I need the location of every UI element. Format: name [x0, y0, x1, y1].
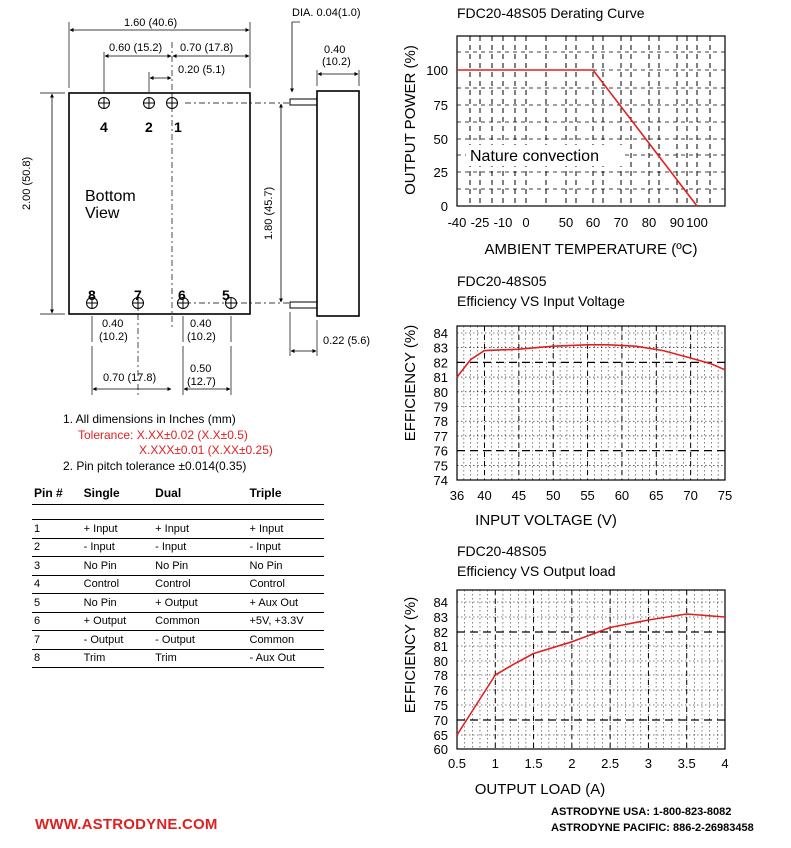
note-pin-pitch: 2. Pin pitch tolerance ±0.014(0.35): [63, 459, 247, 473]
col-pin: Pin #: [34, 486, 63, 500]
dim-070-bottom: 0.70 (17.8): [103, 372, 157, 384]
table-cell: Trim: [155, 652, 177, 665]
table-cell: - Input: [83, 541, 115, 554]
bottom-view-label-2: View: [85, 205, 120, 222]
annotation: Nature convection: [470, 148, 599, 165]
module-side-view: [317, 91, 359, 316]
y-tick-label: 70: [433, 713, 448, 728]
table-cell: 2: [34, 541, 41, 554]
dim-040-right: 0.40: [190, 318, 212, 330]
dim-050: 0.50: [190, 363, 212, 375]
table-row: [32, 613, 324, 632]
table-cell: No Pin: [249, 559, 283, 572]
y-tick-label: 0: [440, 199, 448, 214]
table-cell: + Input: [83, 522, 118, 535]
dim-040-side-mm: (10.2): [322, 56, 351, 68]
x-tick-label: 36: [449, 488, 465, 503]
y-tick-label: 78: [433, 414, 448, 430]
x-axis-label: AMBIENT TEMPERATURE (ºC): [484, 241, 698, 258]
x-tick-label: 60: [614, 488, 630, 503]
table-cell: Control: [155, 578, 191, 591]
table-cell: 7: [34, 633, 41, 646]
y-axis-label: EFFICIENCY (%): [402, 596, 419, 714]
dim-060: 0.60 (15.2): [109, 42, 163, 54]
website-link[interactable]: WWW.ASTRODYNE.COM: [35, 816, 218, 833]
table-cell: - Input: [249, 541, 281, 554]
y-axis-label: OUTPUT POWER (%): [402, 45, 419, 195]
x-tick-label: 1: [491, 756, 499, 771]
pin-label-2: 2: [145, 119, 153, 135]
y-tick-label: 84: [433, 595, 448, 610]
table-cell: 8: [34, 652, 41, 665]
dim-width: 1.60 (40.6): [124, 17, 178, 29]
col-single: Single: [83, 486, 120, 500]
bottom-view-label: Bottom: [85, 188, 136, 205]
col-triple: Triple: [249, 486, 282, 500]
y-tick-label: 75: [433, 458, 448, 474]
y-tick-label: 82: [433, 625, 448, 640]
x-tick-label: 3.5: [677, 756, 696, 771]
y-tick-label: 75: [433, 698, 448, 713]
table-cell: No Pin: [155, 559, 189, 572]
table-row: [32, 650, 324, 669]
pin-label-8: 8: [88, 287, 96, 303]
table-cell: 6: [34, 615, 41, 628]
y-tick-label: 76: [433, 443, 448, 459]
table-cell: + Input: [249, 522, 284, 535]
table-cell: + Output: [155, 596, 198, 609]
x-tick-label: 80: [641, 215, 657, 230]
x-tick-label: 45: [511, 488, 527, 503]
x-tick-label: 40: [477, 488, 492, 503]
chart-title: FDC20-48S05: [457, 543, 547, 559]
table-cell: 3: [34, 559, 41, 572]
x-tick-label: 50: [558, 215, 574, 230]
pin-label-6: 6: [178, 287, 186, 303]
table-cell: - Input: [155, 541, 187, 554]
x-tick-label: 70: [613, 215, 629, 230]
y-tick-label: 25: [433, 165, 448, 180]
dim-040-left-mm: (10.2): [99, 331, 128, 343]
x-tick-label: -10: [493, 215, 513, 230]
y-tick-label: 60: [433, 742, 448, 757]
note-tolerance-2: X.XXX±0.01 (X.XX±0.25): [139, 443, 273, 457]
y-tick-label: 81: [433, 639, 448, 654]
x-tick-label: 0.5: [447, 756, 467, 771]
y-tick-label: 74: [433, 473, 448, 488]
dim-040-right-mm: (10.2): [187, 331, 216, 343]
pin-table: [32, 486, 324, 668]
x-tick-label: 75: [717, 488, 733, 503]
pin-label-4: 4: [100, 119, 108, 135]
x-tick-label: 60: [585, 215, 601, 230]
pin-label-1: 1: [174, 119, 182, 135]
table-cell: + Input: [155, 522, 190, 535]
y-tick-label: 84: [433, 326, 448, 341]
x-tick-label: 2: [568, 756, 576, 771]
table-cell: Control: [249, 578, 285, 591]
x-axis-label: INPUT VOLTAGE (V): [475, 512, 617, 529]
dim-040-left: 0.40: [102, 318, 124, 330]
y-tick-label: 65: [433, 728, 448, 743]
y-tick-label: 77: [433, 428, 448, 444]
pin-label-5: 5: [222, 287, 230, 303]
y-tick-label: 80: [433, 384, 448, 400]
table-row: [32, 631, 324, 650]
x-tick-label: 2.5: [601, 756, 620, 771]
y-tick-label: 82: [433, 355, 448, 371]
x-tick-label: -40: [447, 215, 467, 230]
phone-pacific: ASTRODYNE PACIFIC: 886-2-26983458: [551, 822, 754, 834]
table-cell: - Output: [155, 633, 195, 646]
table-row: [32, 557, 324, 576]
series-line: [457, 345, 725, 377]
y-tick-label: 81: [433, 370, 448, 386]
y-tick-label: 78: [433, 668, 448, 683]
x-tick-label: 0: [522, 215, 530, 230]
y-tick-label: 83: [433, 340, 448, 356]
table-cell: Common: [249, 633, 295, 646]
table-cell: +5V, +3.3V: [249, 615, 304, 628]
chart-subtitle: Efficiency VS Output load: [457, 563, 616, 579]
x-tick-label: 65: [649, 488, 664, 503]
x-tick-label: 1.5: [524, 756, 543, 771]
pin-table-header: [32, 486, 324, 505]
table-cell: Trim: [83, 652, 106, 665]
y-tick-label: 76: [433, 683, 448, 698]
col-dual: Dual: [155, 486, 182, 500]
y-tick-label: 79: [433, 399, 448, 415]
x-tick-label: 90: [669, 215, 685, 230]
x-tick-label: 4: [721, 756, 729, 771]
x-tick-label: 70: [683, 488, 698, 503]
x-tick-label: 50: [545, 488, 561, 503]
y-tick-label: 80: [433, 654, 448, 669]
table-cell: + Output: [83, 615, 127, 628]
pin-label-7: 7: [134, 287, 142, 303]
table-row: [32, 539, 324, 558]
table-cell: 5: [34, 596, 41, 609]
dim-040-side: 0.40: [324, 44, 346, 56]
y-tick-label: 83: [433, 610, 448, 625]
dim-height: 2.00 (50.8): [21, 156, 33, 210]
dim-180: 1.80 (45.7): [263, 186, 275, 240]
table-row: [32, 594, 324, 613]
plot-frame: [457, 36, 725, 206]
y-tick-label: 100: [426, 63, 448, 78]
x-axis-label: OUTPUT LOAD (A): [474, 781, 606, 798]
note-dimensions: 1. All dimensions in Inches (mm): [63, 412, 236, 426]
table-cell: - Aux Out: [249, 652, 296, 665]
table-cell: + Aux Out: [249, 596, 299, 609]
table-cell: 1: [34, 522, 41, 535]
chart-title: FDC20-48S05: [457, 273, 547, 289]
table-row: [32, 576, 324, 595]
note-tolerance-1: Tolerance: X.XX±0.02 (X.X±0.5): [78, 428, 248, 442]
table-cell: No Pin: [83, 596, 117, 609]
chart-title: FDC20-48S05 Derating Curve: [457, 5, 645, 21]
dim-020: 0.20 (5.1): [178, 64, 226, 76]
dim-050-mm: (12.7): [187, 376, 216, 388]
table-cell: Control: [83, 578, 120, 591]
phone-usa: ASTRODYNE USA: 1-800-823-8082: [551, 806, 732, 818]
table-cell: Common: [155, 615, 200, 628]
table-row: [32, 519, 324, 539]
dia-label: DIA. 0.04(1.0): [292, 7, 361, 19]
chart-subtitle: Efficiency VS Input Voltage: [457, 293, 625, 309]
table-cell: No Pin: [83, 559, 117, 572]
dim-022: 0.22 (5.6): [323, 335, 371, 347]
dim-070-top: 0.70 (17.8): [180, 42, 234, 54]
charts: [380, 0, 791, 810]
x-tick-label: 55: [580, 488, 595, 503]
table-cell: - Output: [83, 633, 124, 646]
y-axis-label: EFFICIENCY (%): [402, 324, 419, 442]
y-tick-label: 75: [433, 98, 448, 113]
x-tick-label: 100: [686, 215, 708, 230]
series-line: [457, 70, 697, 206]
plot-frame: [457, 326, 725, 480]
x-tick-label: 3: [644, 756, 653, 771]
y-tick-label: 50: [433, 132, 448, 147]
table-cell: 4: [34, 578, 41, 591]
x-tick-label: -25: [470, 215, 490, 230]
